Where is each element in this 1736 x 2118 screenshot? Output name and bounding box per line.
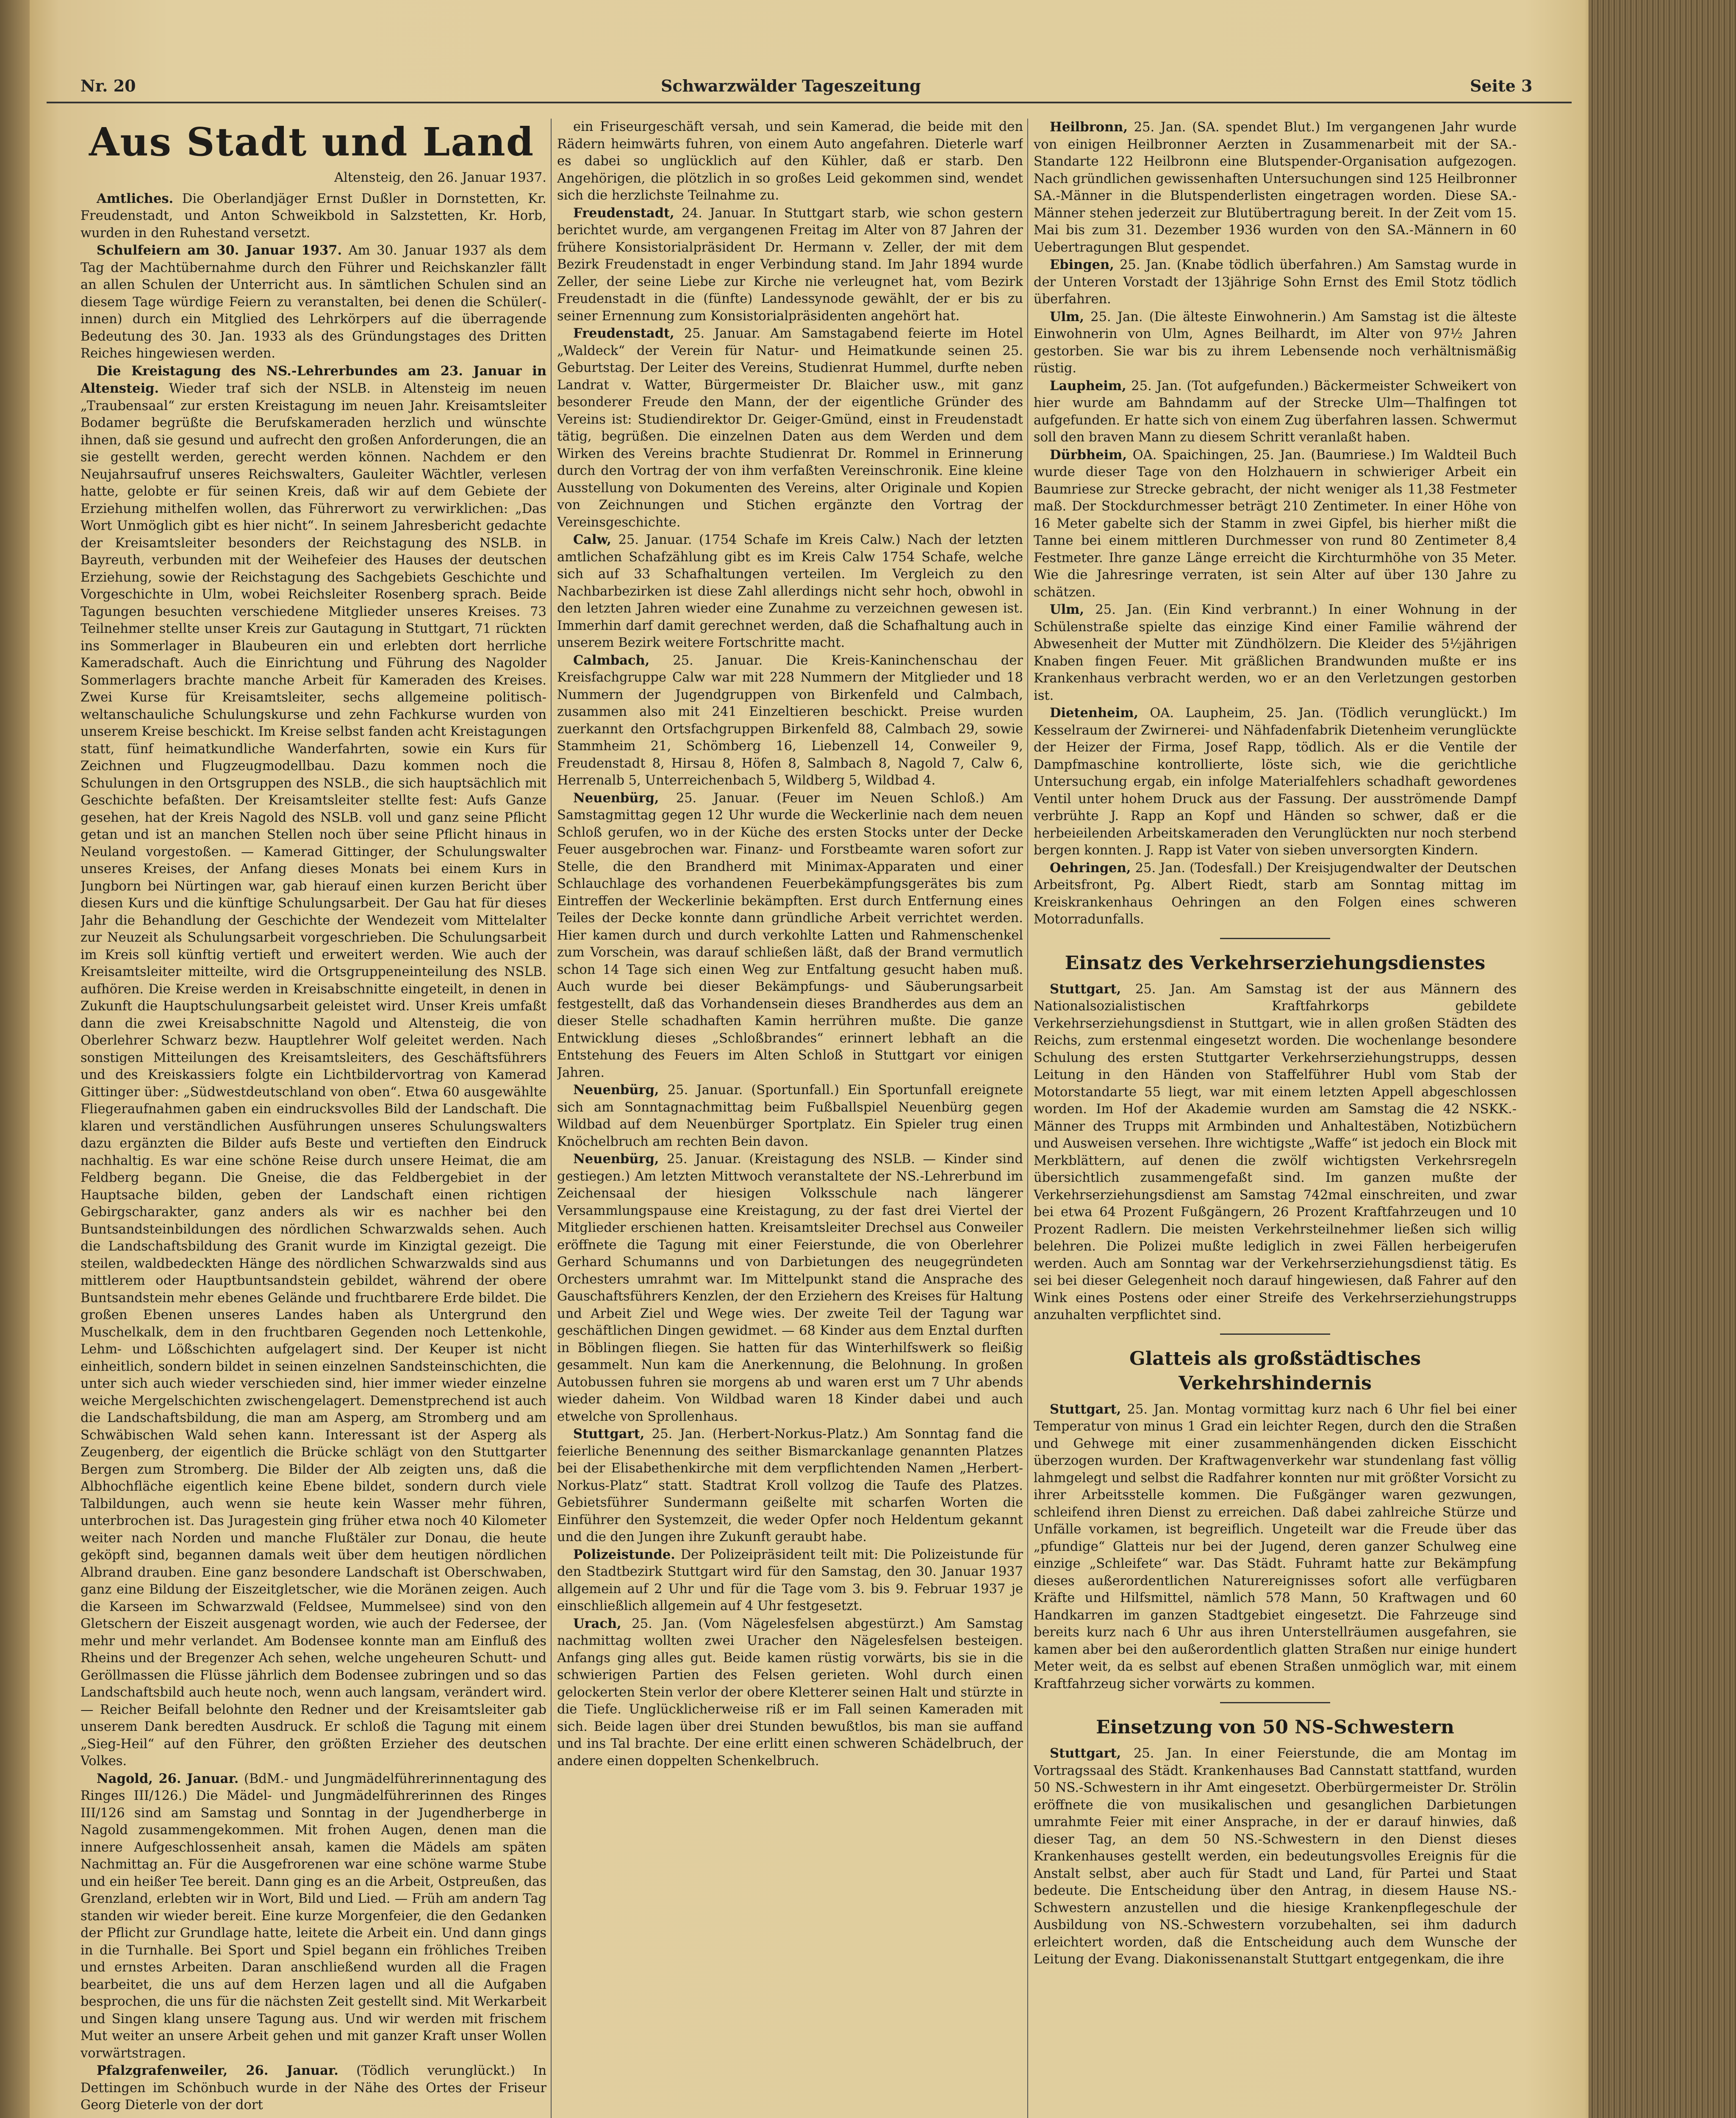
column-rule [551,119,552,2118]
article-lead: Schulfeiern am 30. Januar 1937. [97,243,342,258]
section-separator [1220,1333,1330,1335]
section-heading: Glatteis als großstädtisches Verkehrshindernis [1129,1347,1421,1394]
article-paragraph [1034,1401,1517,1693]
article-lead: Die Kreistagung des NS.-Lehrerbundes am 23. Januar in Altensteig. [80,363,546,396]
dateline: Altensteig, den 26. Januar 1937. [334,170,546,185]
article-lead: Polizeistunde. [573,1547,675,1562]
article-paragraph [557,325,1023,531]
article-lead: Stuttgart, [1050,1401,1121,1417]
article-paragraph [1034,377,1517,446]
article-paragraph [80,363,546,1770]
article-text: 25. Jan. (Herbert-Norkus-Platz.) Am Sonntag fand die feierliche Benennung des seither Bismarckanlage genannten Platzes bei der Elisabethenkirche mit dem verpflichtenden Namen „Herbert-Norkus-Platz“ statt. Stadtrat Kroll vollzog die Taufe des Platzes. Gebietsführer Sundermann geißelte mit scharfen Worten die Einführer den Systemzeit, die weder Opfer noch Heldentum gekannt und die den Jungen ihre Zukunft geraubt habe. [557,1427,1023,1544]
article-paragraph [557,790,1023,1082]
article-text: 25. Januar. Am Samstagabend feierte im Hotel „Waldeck“ der Verein für Natur- und Heimatkunde seinen 25. Geburtstag. Der Leiter des Vereins, Studienrat Hummel, durfte neben Landrat v. Watter, Bürgermeister Dr. Blaicher usw., mit ganz besonderer Freude den Mann, der der eigentliche Gründer des Vereins ist: Studiendirektor Dr. Geiger-Gmünd, einst in Freudenstadt tätig, begrüßen. Die einzelnen Daten aus dem Werden und dem Wirken des Vereins brachte Studienrat Dr. Rommel in Erinnerung durch den Vortrag der von ihm verfaßten Vereinschronik. Eine kleine Ausstellung von Dokumenten des Vereins, alter Originale und Kopien von Zeichnungen und Stichen ergänzte den Vortrag der Vereinsgeschichte. [557,326,1023,530]
article-text: 25. Januar. (Feuer im Neuen Schloß.) Am Samstagmittag gegen 12 Uhr wurde die Weckerlinie nach dem neuen Schloß gerufen, wo in der Küche des ersten Stocks unter der Decke Feuer ausgebrochen war. Finanz- und Forstbeamte waren sofort zur Stelle, die den Brandherd mit Minimax-Apparaten und einer Schlauchlage des vorhandenen Feuerbekämpfungsgerätes bis zum Eintreffen der Weckerlinie bekämpften. Erst durch Entfernung eines Teiles der Decke konnte dann gründliche Arbeit verrichtet werden. Hier kamen durch und durch verkohlte Latten und Rahmenschenkel zum Vorschein, was darauf schließen läßt, daß der Brand vermutlich schon 14 Tage sich einen Weg zur Entfaltung gesucht haben muß. Auch wurde bei dieser Bekämpfungs- und Säuberungsarbeit festgestellt, daß das Vorhandensein dieses Brandherdes aus dem an dieser Stelle schadhaften Kamin herrühren mußte. Die ganze Entwicklung dieses „Schloßbrandes“ erinnert lebhaft an die Entstehung des Feuers im Alten Schloß in Stuttgart vor einigen Jahren. [557,790,1023,1080]
article-paragraph [557,1081,1023,1150]
article-text: (BdM.- und Jungmädelführerinnentagung des Ringes III/126.) Die Mädel- und Jungmädelführerinnen des Ringes III/126 sind am Samstag und Sonntag in der Jugendherberge in Nagold zusammengekommen. Mit frohen Augen, denen man die innere Aufgeschlossenheit ansah, kamen die Mädels am späten Nachmittag an. Für die Ausgefrorenen war eine schöne warme Stube und ein heißer Tee bereit. Dann ging es an die Arbeit, Ostpreußen, das Grenzland, erlebten wir in Wort, Bild und Lied. — Früh am andern Tag standen wir wieder bereit. Eine kurze Morgenfeier, die den Gedanken der Pflicht zur Grundlage hatte, leitete die Arbeit ein. Und dann gings in die Turnhalle. Bei Sport und Spiel begann ein fröhliches Treiben und ernstes Arbeiten. Daran anschließend wurden all die Fragen bearbeitet, die uns auf dem Herzen lagen und all die Aufgaben besprochen, die uns für die nächsten Zeit gestellt sind. Mit Werkarbeit und Singen klang unsere Tagung aus. Und wir werden mit frischem Mut weiter an unsere Arbeit gehen und mit ganzer Kraft unser Wollen vorwärtstragen. [80,1771,546,2061]
column-rule [1027,119,1028,2118]
article-paragraph [1034,119,1517,256]
article-text: OA. Laupheim, 25. Jan. (Tödlich verunglückt.) Im Kesselraum der Zwirnerei- und Nähfadenfabrik Dietenheim verunglückte der Heizer der Firma, Josef Rapp, tödlich. Als er die Ventile der Dampfmaschine kontrollierte, löste sich, wie die gerichtliche Untersuchung ergab, ein infolge Materialfehlers schadhaft gewordenes Ventil unter hohem Druck aus der Fassung. Der ausströmende Dampf verbrühte J. Rapp an Kopf und Händen so schwer, daß er die herbeieilenden Arbeitskameraden den Verunglückten nur noch sterbend bergen konnten. J. Rapp ist Vater von sieben unversorgten Kindern. [1034,706,1517,858]
article-text: ein Friseurgeschäft versah, und sein Kamerad, die beide mit den Rädern heimwärts fuhren, von einem Auto angefahren. Dieterle warf es dabei so unglücklich auf den Kühler, daß er starb. Den Angehörigen, die plötzlich in so großes Leid gekommen sind, wendet sich die herzlichste Teilnahme zu. [557,119,1023,203]
column-3 [1034,119,1517,2118]
article-text: 25. Jan. (SA. spendet Blut.) Im vergangenen Jahr wurde von einigen Heilbronner Aerzten in Zusammenarbeit mit der SA.-Standarte 122 Heilbronn eine Blutspender-Organisation aufgezogen. Nach gründlichen gewissenhaften Untersuchungen sind 125 Heilbronner SA.-Männer in die Blutspenderlisten eingetragen worden. Diese SA.-Männer stehen jederzeit zur Blutübertragung bereit. In der Zeit vom 15. Mai bis zum 31. Dezember 1936 wurden von den SA.-Männern in 60 Uebertragungen Blut gespendet. [1034,120,1517,255]
article-lead: Neuenbürg, [573,1151,659,1167]
article-lead: Dürbheim, [1050,447,1127,463]
article-lead: Stuttgart, [1050,981,1121,997]
article-lead: Stuttgart, [1050,1746,1121,1761]
article-text: Am 30. Januar 1937 als dem Tag der Machtübernahme durch den Führer und Reichskanzler fällt an allen Schulen der Unterricht aus. In sämtlichen Schulen sind an diesem Tage würdige Feiern zu veranstalten, bei denen die Schüler(-innen) durch ein Mitglied des Lehrkörpers auf die überragende Bedeutung des 30. Jan. 1933 als des Gründungstages des Dritten Reiches hingewiesen werden. [80,243,546,361]
article-lead: Pfalzgrafenweiler, 26. Januar. [97,2063,338,2078]
article-text: Die Oberlandjäger Ernst Dußler in Dornstetten, Kr. Freudenstadt, und Anton Schweikbold in Salzstetten, Kr. Horb, wurden in den Ruhestand versetzt. [80,191,546,241]
article-paragraph [557,531,1023,652]
article-paragraph [1034,308,1517,377]
section-separator [1220,938,1330,939]
article-text: Der Polizeipräsident teilt mit: Die Polizeistunde für den Stadtbezirk Stuttgart wird für den Samstag, den 30. Januar 1937 allgemein auf 2 Uhr und für die Tage vom 3. bis 9. Februar 1937 je einschließlich allgemein auf 4 Uhr festgesetzt. [557,1547,1023,1613]
article-lead: Laupheim, [1050,378,1126,394]
article-lead: Ebingen, [1050,257,1114,272]
column-1-articles [80,190,546,2114]
article-lead: Calw, [573,532,612,547]
article-paragraph [1034,446,1517,602]
article-paragraph [80,1770,546,2063]
article-lead: Calmbach, [573,652,650,668]
article-lead: Dietenheim, [1050,705,1139,721]
article-paragraph [80,2062,546,2114]
article-paragraph [80,242,546,363]
article-lead: Freudenstadt, [573,205,674,221]
page-number-left: Nr. 20 [80,76,136,95]
article-text: 25. Jan. (Vom Nägelesfelsen abgestürzt.) Am Samstag nachmittag wollten zwei Uracher den Nägelesfelsen besteigen. Anfangs ging alles gut. Beide kamen rüstig vorwärts, bis sie in die schwierigen Partien des Felsen gerieten. Wohl durch einen gelockerten Stein verlor der obere Kletterer seinen Halt und stürzte in die Tiefe. Unglücklicherweise riß er im Fall seinen Kameraden mit sich. Beide lagen über drei Stunden bewußtlos, bis man sie auffand und ins Tal brachte. Der eine erlitt einen schweren Schädelbruch, der andere einen doppelten Schenkelbruch. [557,1616,1023,1769]
article-paragraph [557,1150,1023,1425]
column-3-articles [1034,119,1517,929]
article-text: 25. Jan. (Todesfall.) Der Kreisjugendwalter der Deutschen Arbeitsfront, Pg. Albert Riedt, starb am Sonntag mittag im Kreiskrankenhaus Oehringen an den Folgen eines schweren Motorradunfalls. [1034,860,1517,927]
article-lead: Oehringen, [1050,860,1131,876]
newspaper-title: Schwarzwälder Tageszeitung [661,76,921,95]
article-paragraph [80,190,546,242]
article-paragraph [557,1546,1023,1615]
article-text: 25. Januar. (1754 Schafe im Kreis Calw.) Nach der letzten amtlichen Schafzählung gibt es im Kreis Calw 1754 Schafe, welche sich auf 33 Schafhaltungen verteilen. Im Vergleich zu den Nachbarbezirken ist diese Zahl allerdings nicht sehr hoch, obwohl in den letzten Jahren wieder eine Zunahme zu verzeichnen gewesen ist. Immerhin darf damit gerechnet werden, daß die Schafhaltung auch in unserem Bezirk weitere Fortschritte macht. [557,532,1023,650]
article-text: (Tödlich verunglückt.) In Dettingen im Schönbuch wurde in der Nähe des Ortes der Friseur Georg Dieterle von der dort [80,2063,546,2112]
article-text: 25. Jan. In einer Feierstunde, die am Montag im Vortragssaal des Städt. Krankenhauses Bad Cannstatt stattfand, wurden 50 NS.-Schwestern in ihr Amt eingesetzt. Oberbürgermeister Dr. Strölin eröffnete die von musikalischen und gesanglichen Darbietungen umrahmte Feier mit einer Ansprache, in der er darauf hinwies, daß dieser Tag, an dem 50 NS.-Schwestern in den Dienst dieses Krankenhauses gestellt werden, ein bedeutungsvolles Ereignis für die Anstalt selbst, aber auch für Stadt und Land, für Partei und Staat bedeute. Die Entscheidung über den Antrag, in diesem Hause NS.-Schwestern anzustellen und die hiesige Krankenpflegeschule der Ausbildung von NS.-Schwestern vorzubehalten, sei ihm dadurch erleichtert worden, daß die Entscheidung auch dem Wunsche der Leitung der Evang. Diakonissenanstalt Stuttgart entgegenkam, die ihre [1034,1746,1517,1967]
article-paragraph [557,652,1023,790]
article-lead: Neuenbürg, [573,1082,659,1098]
column-3-sections [1034,938,1517,1968]
column-2 [557,119,1023,2118]
article-text: 25. Jan. (Die älteste Einwohnerin.) Am Samstag ist die älteste Einwohnerin von Ulm, Agnes Beilhardt, im Alter von 97½ Jahren gestorben. Sie war bis zu ihrem Lebensende noch verhältnismäßig rüstig. [1034,309,1517,376]
article-paragraph [1034,704,1517,859]
article-paragraph [557,1425,1023,1546]
article-text: 24. Januar. In Stuttgart starb, wie schon gestern berichtet wurde, am vergangenen Freitag im Alter von 87 Jahren der frühere Konsistorialpräsident Dr. Hermann v. Zeller, der mit dem Bezirk Freudenstadt in enger Verbindung stand. Im Jahr 1894 wurde Zeller, der seine Liebe zur Kirche nie verleugnet hat, vom Bezirk Freudenstadt in die (fünfte) Landessynode gewählt, der er bis zu seiner Ernennung zum Konsistorialpräsidenten angehört hat. [557,205,1023,324]
header-rule [47,102,1572,103]
article-lead: Heilbronn, [1050,119,1128,135]
article-text: OA. Spaichingen, 25. Jan. (Baumriese.) Im Waldteil Buch wurde dieser Tage von den Holzhauern in schwieriger Arbeit ein Baumriese zur Strecke gebracht, der nicht weniger als 11,38 Festmeter maß. Der Stockdurchmesser beträgt 210 Zentimeter. In einer Höhe von 16 Meter gabelte sich der Stamm in zwei Gipfel, bis hierher mißt die Tanne bei einem mittleren Durchmesser von rund 80 Zentimeter 8,4 Festmeter. Ihre ganze Länge erreicht die Kirchturmhöhe von 35 Meter. Wie die Jahresringe verraten, ist sein Alter auf über 130 Jahre zu schätzen. [1034,447,1517,600]
page-number-right: Seite 3 [1470,76,1533,95]
article-paragraph [557,205,1023,325]
article-text: 25. Jan. Montag vormittag kurz nach 6 Uhr fiel bei einer Temperatur von minus 1 Grad ein leichter Regen, durch den die Straßen und Gehwege mit einer zusammenhängenden dicken Eisschicht überzogen wurden. Der Kraftwagenverkehr war stundenlang fast völlig lahmgelegt und selbst die Radfahrer konnten nur mit größter Vorsicht zu ihrer Arbeitsstelle kommen. Die Fußgänger waren gezwungen, schleifend ihren Dienst zu erreichen. Daß dabei zahlreiche Stürze und Unfälle vorkamen, ist begreiflich. Ungeteilt war die Freude über das „pfundige“ Glatteis nur bei der Jugend, deren ganzer Schulweg eine einzige „Schleifete“ war. Das Städt. Fuhramt hatte zur Bekämpfung dieses außerordentlichen Naturereignisses sofort alle verfügbaren Kräfte und Hilfsmittel, nämlich 578 Mann, 50 Kraftwagen und 60 Handkarren im ganzen Stadtgebiet eingesetzt. Die Fahrzeuge sind bereits kurz nach 6 Uhr aus ihren Unterstellräumen ausgefahren, sie kamen aber bei den außerordentlich glatten Straßen nur einige hundert Meter weit, da es selbst auf ebenen Straßen unmöglich war, mit einem Kraftfahrzeug sicher vorwärts zu kommen. [1034,1402,1517,1691]
article-text: Wieder traf sich der NSLB. in Altensteig im neuen „Traubensaal“ zur ersten Kreistagung im neuen Jahr. Kreisamtsleiter Bodamer begrüßte die Berufskameraden herzlich und wünschte ihnen, daß sie gesund und aufrecht den großen Anforderungen, die an sie gestellt werden, gerecht werden können. Nachdem er den Neujahrsaufruf unseres Reichswalters, Gauleiter Wächtler, verlesen hatte, gelobte er für seinen Kreis, daß wir auf dem Gebiete der Erziehung mithelfen wollen, das Führerwort zu verwirklichen: „Das Wort Unmöglich gibt es hier nicht“. In seinem Jahresbericht gedachte der Kreisamtsleiter besonders der Reichstagung des NSLB. in Bayreuth, verbunden mit der Weihefeier des Hauses der deutschen Erziehung, sowie der Reichstagung des Sachgebiets Geschichte und Vorgeschichte in Ulm, wobei Reichsleiter Rosenberg sprach. Beide Tagungen besuchten verschiedene Mitglieder unseres Kreises. 73 Teilnehmer stellte unser Kreis zur Gautagung in Stuttgart, 71 rückten ins Sommerlager in Blaubeuren ein und erlebten dort herrliche Kameradschaft. Auch die Einrichtung und Führung des Nagolder Sommerlagers brachte manche Arbeit für Kameraden des Kreises. Zwei Kurse für Kreisamtsleiter, sechs allgemeine politisch-weltanschauliche Schulungskurse und zehn Fachkurse wurden von unserem Kreise beschickt. Im Kreise selbst fanden acht Kreistagungen statt, fünf heimatkundliche Wanderfahrten, sowie ein Kurs für Zeichnen und Flugzeugmodellbau. Dazu kommen noch die Schulungen in den Ortsgruppen des NSLB., die sich hauptsächlich mit Geschichte befaßten. Der Kreisamtsleiter stellte fest: Aufs Ganze gesehen, hat der Kreis Nagold des NSLB. voll und ganz seine Pflicht getan und ist an manchen Stellen noch über seine Pflicht hinaus in Neuland vorgestoßen. — Kamerad Gittinger, der Schulungswalter unseres Kreises, der Anfang dieses Monats bei einem Kurs in Jungborn bei Nürtingen war, gab hierauf einen kurzen Bericht über diesen Kurs und die künftige Schulungsarbeit. Der Gau hat für dieses Jahr die Behandlung der Geschichte der Wendezeit vom Mittelalter zur Neuzeit als Schulungsarbeit vorgeschrieben. Die Schulungsarbeit im Kreis soll künftig vertieft und erweitert werden. Wie auch der Kreisamtsleiter mitteilte, wird die Ortsgruppeneinteilung des NSLB. aufhören. Die Kreise werden in Kreisabschnitte eingeteilt, in denen in Zukunft die Hauptschulungsarbeit geleistet wird. Unser Kreis umfaßt dann die zwei Kreisabschnitte Nagold und Altensteig, die von Oberlehrer Schwarz bezw. Hauptlehrer Wolf geleitet werden. Nach sonstigen Mitteilungen des Kreisamtsleiters, des Geschäftsführers und des Kreiskassiers folgte ein Lichtbildervortrag von Kamerad Gittinger über: „Südwestdeutschland von oben“. Etwa 60 ausgewählte Fliegeraufnahmen gaben ein eindrucksvolles Bild der Landschaft. Die klaren und verständlichen Ausführungen unseres Schulungswalters dazu ergänzten die Bilder aufs Beste und vertieften den Eindruck nachhaltig. Es war eine schöne Reise durch unsere Heimat, die am Feldberg begann. Die Gneise, die das Feldbergebiet in der Hauptsache bilden, geben der Landschaft einen richtigen Gebirgscharakter, ganz anders als wir es nachher bei den Buntsandsteinbildungen des nördlichen Schwarzwalds sehen. Auch die Landschaftsbildung des Granit wurde im Kinzigtal gezeigt. Die steilen, waldbedeckten Hänge des nördlichen Schwarzwalds sind aus mittlerem oder Hauptbuntsandstein gebildet, während der obere Buntsandstein mehr ebenes Gelände und fruchtbarere Erde bildet. Die großen Ebenen unseres Landes haben als Untergrund den Muschelkalk, dem in den fruchtbaren Gegenden noch Lettenkohle, Lehm- und Lößschichten aufgelagert sind. Der Keuper ist nicht einheitlich, sondern bildet in seinen einzelnen Sandsteinschichten, die unter sich auch wieder verschieden sind, hier immer wieder einzelne weiche Mergelschichten zwischengelagert. Demenstprechend ist auch die Landschaftsbildung, die man am Asperg, am Stromberg und am Schwäbischen Wald sehen kann. Interessant ist der Asperg als Zeugenberg, der eigentlich die Brücke schlägt von den Stuttgarter Bergen zum Stromberg. Die Bilder der Alb zeigten uns, daß die Albhochfläche eigentlich keine Ebene bildet, sondern durch viele Talbildungen, auch wenn sie heute kein Wasser mehr führen, unterbrochen ist. Das Juragestein ging früher etwa noch 40 Kilometer weiter nach Norden und manche Flußtäler zur Donau, die heute geköpft sind, begannen damals weit über dem heutigen nördlichen Albrand drauben. Eine ganz besondere Landschaft ist Oberschwaben, ganz eine Bildung der Eiszeitgletscher, wie die Moränen zeigen. Auch die Karseen im Schwarzwald (Feldsee, Mummelsee) sind von den Gletschern der Eiszeit ausgenagt worden, wie auch der Federsee, der mehr und mehr verlandet. Am Bodensee konnte man am Einfluß des Rheins und der Bregenzer Ach sehen, welche ungeheuren Schutt- und Geröllmassen die Flüsse jährlich dem Bodensee zubringen und so das Landschaftsbild auch heute noch, wenn auch langsam, verändert wird. — Reicher Beifall belohnte den Redner und der Kreisamtsleiter gab unserem Dank beredten Ausdruck. Er schloß die Tagung mit einem „Sieg-Heil“ auf den Führer, den größten Erzieher des deutschen Volkes. [80,381,546,1769]
book-binding-gutter [0,0,30,2118]
section-heading: Einsatz des Verkehrserziehungsdienstes [1065,952,1486,974]
article-text: 25. Jan. (Ein Kind verbrannt.) In einer Wohnung in der Schülenstraße spielte das einzige Kind einer Familie während der Abwesenheit der Mutter mit Zündhölzern. Die Kleider des 5½jährigen Knaben fingen Feuer. Mit gräßlichen Brandwunden mußte er ins Krankenhaus verbracht werden, wo er an den Verletzungen gestorben ist. [1034,602,1517,703]
article-lead: Ulm, [1050,309,1084,324]
section-masthead: Aus Stadt und Land [89,119,535,165]
article-paragraph [1034,981,1517,1324]
column-2-articles [557,119,1023,1770]
article-lead: Amtliches. [97,191,174,206]
article-paragraph [557,119,1023,205]
article-lead: Stuttgart, [573,1426,645,1442]
article-paragraph [1034,601,1517,704]
section-separator [1220,1702,1330,1703]
article-text: 25. Jan. Am Samstag ist der aus Männern des Nationalsozialistischen Kraftfahrkorps gebildete Verkehrserziehungsdienst in Stuttgart, wie in allen großen Städten des Reichs, zum erstenmal eingesetzt worden. Die wochenlange besondere Schulung des ersten Stuttgarter Verkehrserziehungstrupps, dessen Leitung in den Händen von Staffelführer Hubl vom Stab der Motorstandarte 55 liegt, war mit einem letzten Appell abgeschlossen worden. Im Hof der Akademie wurden am Samstag die 42 NSKK.-Männer des Trupps mit Armbinden und Anhaltestäben, Notizbüchern und Ausweisen versehen. Ihre wichtigste „Waffe“ ist jedoch ein Block mit Merkblättern, auf denen die zwölf wichtigsten Verkehrsregeln übersichtlich zusammengefaßt sind. Im ganzen mußte der Verkehrserziehungsdienst am Samstag 742mal einschreiten, und zwar bei etwa 64 Prozent Fußgängern, 26 Prozent Kraftfahrzeugen und 10 Prozent Radlern. Die meisten Verkehrsteilnehmer ließen sich willig belehren. Die Polizei mußte lediglich in zwei Fällen herbeigerufen werden. Auch am Sonntag war der Verkehrserziehungsdienst tätig. Es sei bei dieser Gelegenheit noch darauf hingewiesen, daß Fahrer auf den Wink eines Postens oder einer Streife des Verkehrserziehungstrupps anzuhalten verpflichtet sind. [1034,981,1517,1322]
article-paragraph [557,1615,1023,1770]
section-heading: Einsetzung von 50 NS-Schwestern [1096,1716,1454,1738]
page-block-edge [1589,0,1736,2118]
column-1 [80,119,546,2118]
article-lead: Urach, [573,1616,621,1631]
article-text: 25. Jan. (Knabe tödlich überfahren.) Am Samstag wurde in der Unteren Vorstadt der 13jährige Sohn Ernst des Emil Stotz tödlich überfahren. [1034,258,1517,307]
newspaper-page [34,72,1576,2118]
article-paragraph [1034,256,1517,308]
article-text: 25. Jan. (Tot aufgefunden.) Bäckermeister Schweikert von hier wurde am Bahndamm auf der Strecke Ulm—Thalfingen tot aufgefunden. Er hatte sich von einem Zug überfahren lassen. Schwermut soll den braven Mann zu diesem Schritt veranlaßt haben. [1034,378,1517,445]
article-lead: Ulm, [1050,602,1084,617]
article-paragraph [1034,859,1517,929]
article-text: 25. Januar. Die Kreis-Kaninchenschau der Kreisfachgruppe Calw war mit 228 Nummern der Mitglieder und 18 Nummern der Jugendgruppen von Birkenfeld und Calmbach, zusammen also mit 241 Einzeltieren beschickt. Preise wurden zuerkannt den Ortsfachgruppen Birkenfeld 88, Calmbach 29, sowie Stammheim 21, Schömberg 16, Liebenzell 14, Conweiler 9, Freudenstadt 8, Hirsau 8, Höfen 8, Salmbach 8, Nagold 7, Calw 6, Herrenalb 5, Unterreichenbach 5, Wildberg 5, Wildbad 4. [557,653,1023,788]
article-lead: Freudenstadt, [573,326,674,341]
article-text: 25. Januar. (Sportunfall.) Ein Sportunfall ereignete sich am Sonntagnachmittag beim Fußballspiel Neuenbürg gegen Wildbad auf dem Neuenbürger Sportplatz. Ein Spieler trug einen Knöchelbruch am rechten Bein davon. [557,1083,1023,1149]
article-text: 25. Januar. (Kreistagung des NSLB. — Kinder sind gestiegen.) Am letzten Mittwoch veranstaltete der NS.-Lehrerbund im Zeichensaal der hiesigen Volksschule nach längerer Versammlungspause eine Kreistagung, zu der fast drei Viertel der Mitglieder erschienen hatten. Kreisamtsleiter Drechsel aus Conweiler eröffnete die Tagung mit einer Feierstunde, die von Oberlehrer Gerhard Schumanns und von Darbietungen des neugegründeten Orchesters umrahmt war. Im Mittelpunkt stand die Ansprache des Gauschaftsführers Kenzlen, der den Erziehern des Kreises für Haltung und Arbeit Ziel und Wege wies. Der zweite Teil der Tagung war geschäftlichen Dingen gewidmet. — 68 Kinder aus dem Enztal durften in Böblingen fliegen. Sie hatten für das Winterhilfswerk so fleißig gesammelt. Nun kam die Anerkennung, die Belohnung. In großen Autobussen fuhren sie morgens ab und waren erst um 7 Uhr abends wieder daheim. Von Wildbad waren 18 Kinder dabei und auch etwelche von Sprollenhaus. [557,1152,1023,1424]
article-paragraph [1034,1745,1517,1968]
article-lead: Nagold, 26. Januar. [97,1771,239,1786]
article-lead: Neuenbürg, [573,790,659,806]
